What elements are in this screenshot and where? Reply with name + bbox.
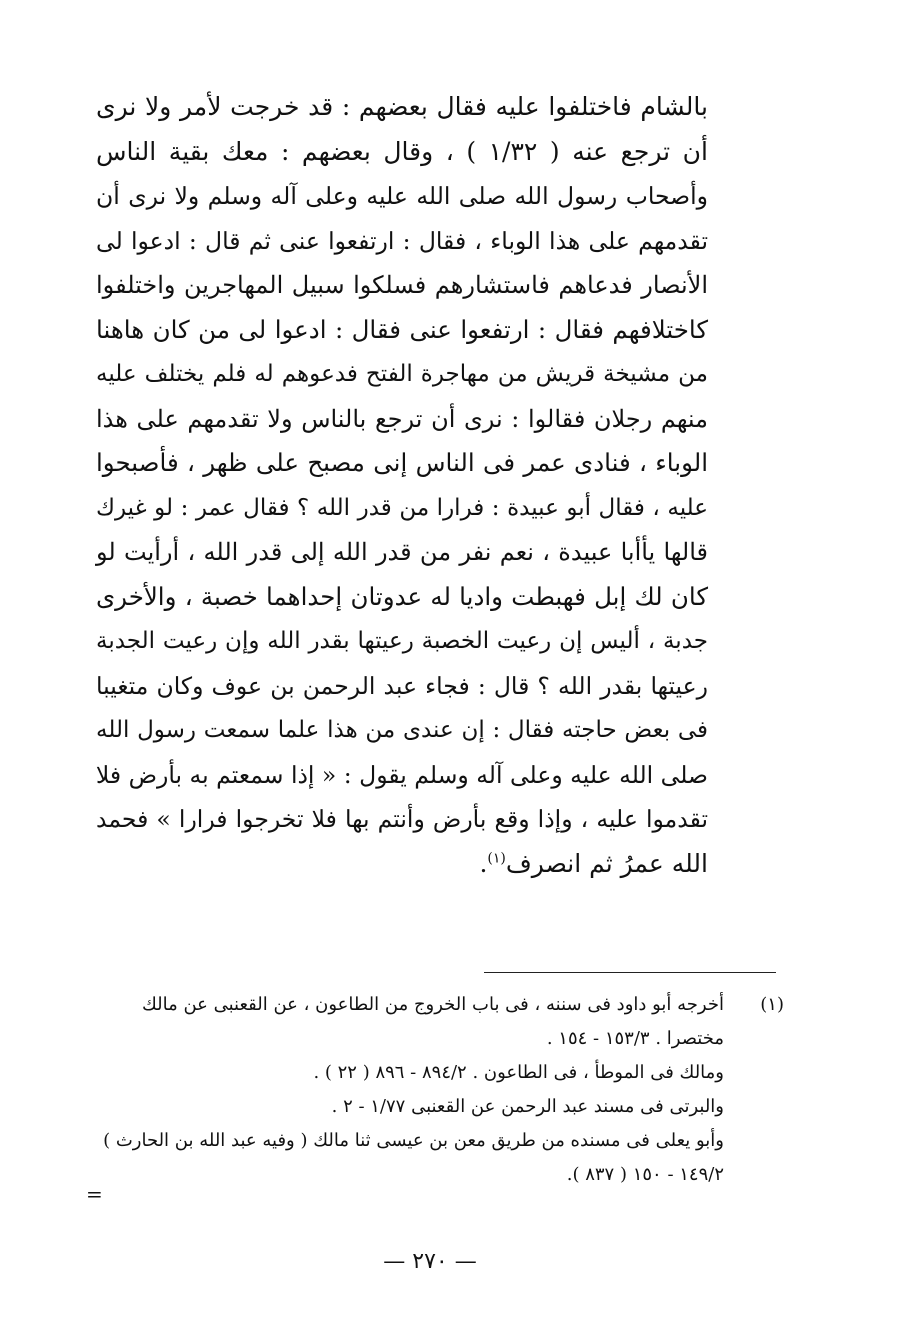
footnote-continuation-mark: = bbox=[86, 1182, 103, 1206]
footnote-reference-marker[interactable]: (١) bbox=[487, 850, 506, 867]
footnote-line: أخرجه أبو داود فى سننه ، فى باب الخروج من الطاعون ، عن القعنبى عن مالك bbox=[141, 994, 724, 1015]
footnote-line: والبرتى فى مسند عبد الرحمن عن القعنبى ١/٧٧ - ٢ . bbox=[331, 1096, 724, 1117]
text-line: بالشام فاختلفوا عليه فقال بعضهم : قد خرجت لأمر ولا نرى bbox=[96, 92, 708, 121]
footnote-number: (١) bbox=[760, 994, 784, 1015]
text-line: كاختلافهم فقال : ارتفعوا عنى فقال : ادعوا لى من كان هاهنا bbox=[96, 314, 708, 344]
text-line: قالها يأأبا عبيدة ، نعم نفر من قدر الله إلى قدر الله ، أرأيت لو bbox=[96, 538, 708, 566]
text-line: تقدمهم على هذا الوباء ، فقال : ارتفعوا عنى ثم قال : ادعوا لى bbox=[96, 226, 708, 255]
text-line: أن ترجع عنه ( ١/٣٢ ) ، وقال بعضهم : معك بقية الناس bbox=[96, 136, 708, 166]
main-text-block bbox=[96, 85, 708, 886]
text-line: كان لك إبل فهبطت واديا له عدوتان إحداهما خصبة ، والأخرى bbox=[96, 581, 708, 611]
text-line: منهم رجلان فقالوا : نرى أن ترجع بالناس ولا تقدمهم على هذا bbox=[96, 404, 708, 433]
text-line: وأصحاب رسول الله صلى الله عليه وعلى آله وسلم ولا نرى أن bbox=[96, 182, 708, 210]
text-line: صلى الله عليه وعلى آله وسلم يقول : « إذا سمعتم به بأرض فلا bbox=[95, 760, 708, 789]
text-line: تقدموا عليه ، وإذا وقع بأرض وأنتم بها فلا تخرجوا فرارا » فحمد bbox=[96, 805, 708, 833]
text-line: عليه ، فقال أبو عبيدة : فرارا من قدر الله ؟ فقال عمر : لو غيرك bbox=[96, 494, 708, 521]
text-line: فى بعض حاجته فقال : إن عندى من هذا علما سمعت رسول الله bbox=[96, 717, 708, 743]
footnote-line: وأبو يعلى فى مسنده من طريق معن بن عيسى ثنا مالك ( وفيه عبد الله بن الحارث ) bbox=[103, 1130, 724, 1151]
text-line: جدبة ، أليس إن رعيت الخصبة رعيتها بقدر الله وإن رعيت الجدبة bbox=[96, 628, 708, 654]
text-line: رعيتها بقدر الله ؟ قال : فجاء عبد الرحمن بن عوف وكان متغيبا bbox=[96, 671, 708, 700]
page-number: — ٢٧٠ — bbox=[383, 1249, 477, 1274]
footnote-line: ١٤٩/٢ - ١٥٠ ( ٨٣٧ ). bbox=[566, 1164, 724, 1185]
footnote-lines bbox=[84, 988, 724, 1192]
final-period: . bbox=[479, 848, 488, 878]
footnote-separator-rule bbox=[484, 972, 776, 973]
footnote-line: مختصرا . ١٥٣/٣ - ١٥٤ . bbox=[546, 1028, 724, 1049]
text-line-final-words: الله عمرُ ثم انصرف bbox=[505, 848, 708, 878]
text-line: الوباء ، فنادى عمر فى الناس إنى مصبح على ظهر ، فأصبحوا bbox=[96, 448, 708, 477]
text-line-last bbox=[96, 842, 708, 887]
footnote-line: ومالك فى الموطأ ، فى الطاعون . ٨٩٤/٢ - ٨٩٦ ( ٢٢ ) . bbox=[313, 1062, 724, 1083]
text-line: من مشيخة قريش من مهاجرة الفتح فدعوهم له فلم يختلف عليه bbox=[96, 361, 708, 387]
text-line: الأنصار فدعاهم فاستشارهم فسلكوا سبيل المهاجرين واختلفوا bbox=[96, 271, 708, 299]
